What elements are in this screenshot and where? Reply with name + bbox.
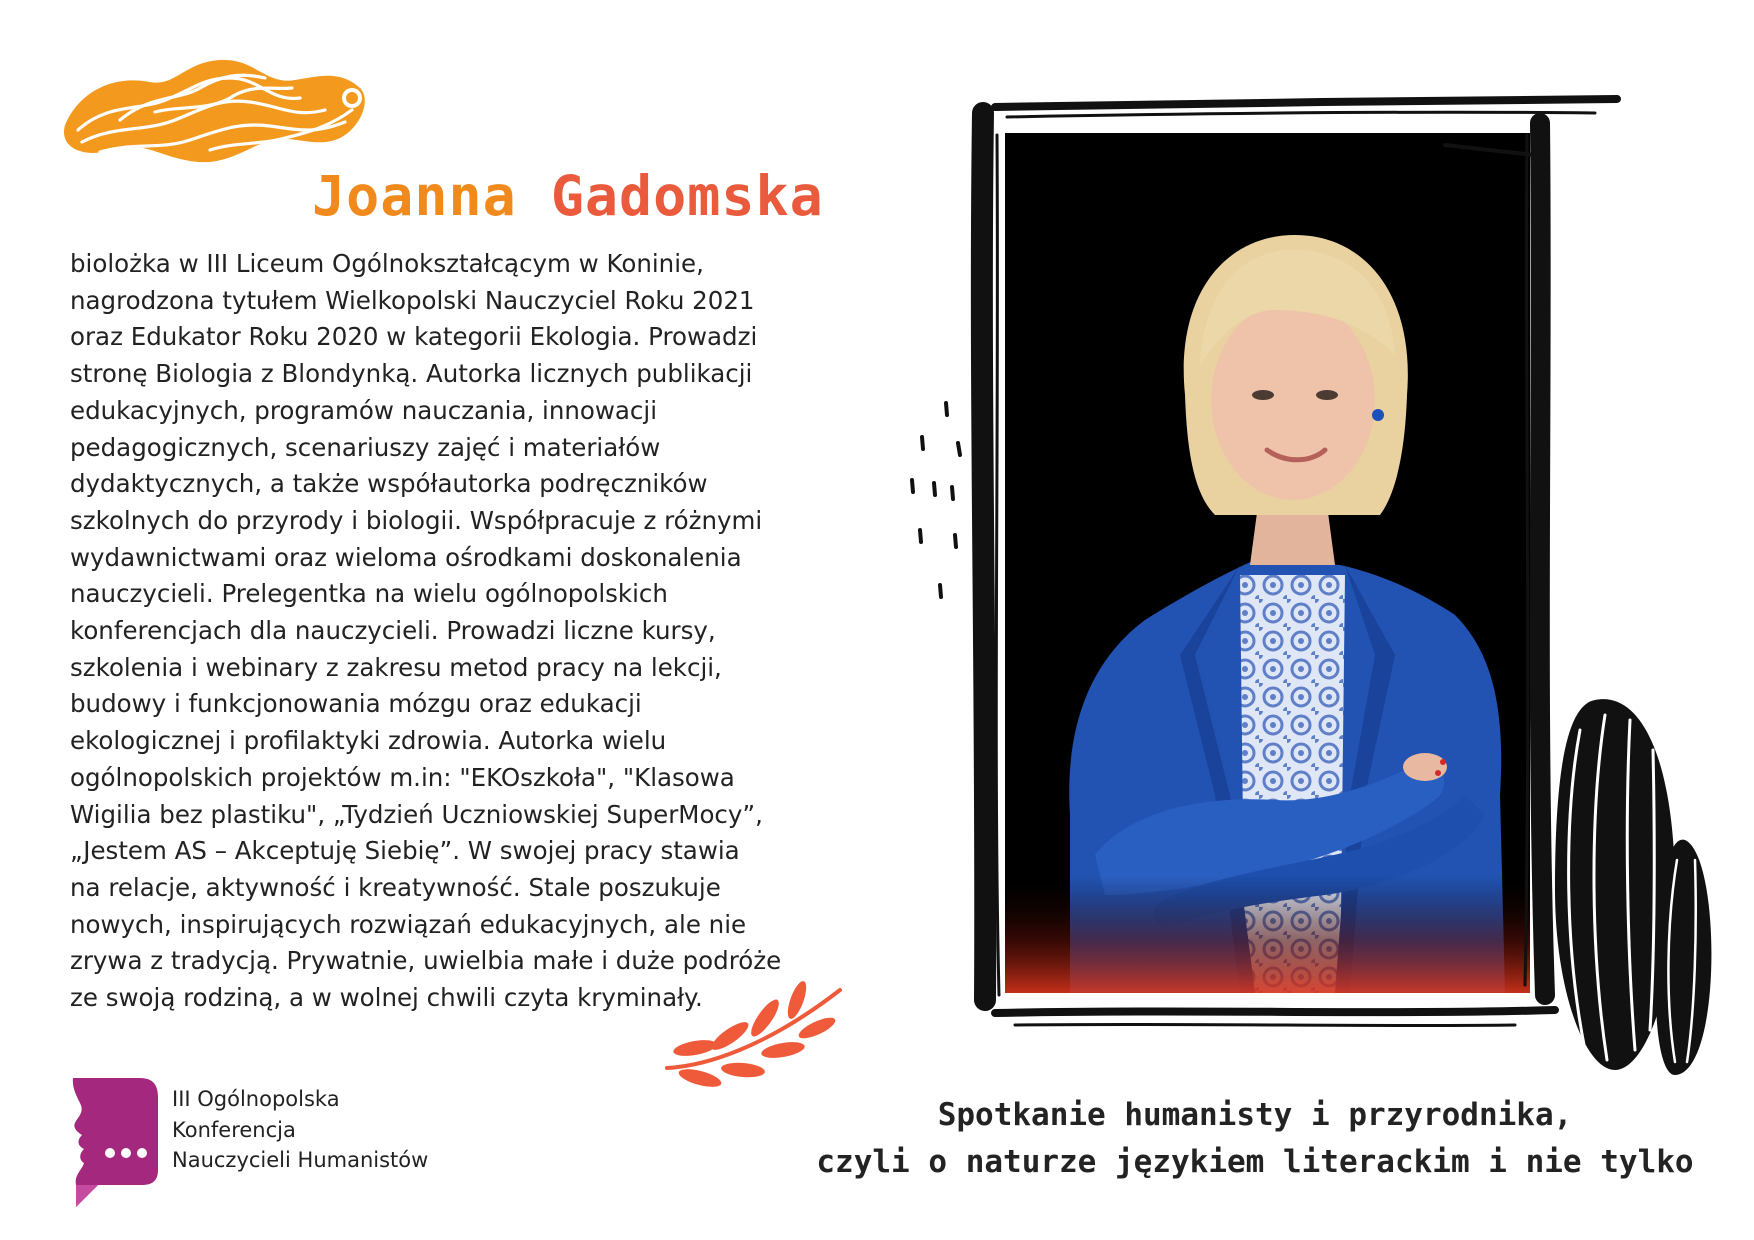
wave-logo-icon [60,50,370,170]
sunflower-seed-icon [1535,690,1715,1090]
talk-title-line-2: czyli o naturze językiem literackim i nie tylko [816,1144,1694,1180]
speaker-bio: biolożka w III Liceum Ogólnokształcącym w Koninie, nagrodzona tytułem Wielkopolski Nauczyciel Roku 2021 oraz Edukator Roku 2020 w kategorii Ekologia. Prowadzi stronę Biologia z Blondynką. Autorka licznych publikacji edukacyjnych, programów nauczania, innowacji pedagogicznych, scenariuszy zajęć i materiałów dydaktycznych, a także współautorka podręczników szkolnych do przyrody i biologii. Współpracuje z różnymi wydawnictwami oraz wieloma ośrodkami doskonalenia nauczycieli. Prelegentka na wielu ogólnopolskich konferencjach dla nauczycieli. Prowadzi liczne kursy, szkolenia i webinary z zakresu metod pracy na lekcji, budowy i funkcjonowania mózgu oraz edukacji ekologicznej i profilaktyki zdrowia. Autorka wielu ogólnopolskich projektów m.in: "EKOszkoła", "Klasowa Wigilia bez plastiku", „Tydzień Uczniowskiej SuperMocy”, „Jestem AS – Akceptuję Siebię”. W swojej pracy stawia na relacje, aktywność i kreatywność. Stale poszukuje nowych, inspirujących rozwiązań edukacyjnych, ale nie zrywa z tradycją. Prywatnie, uwielbia małe i duże podróże ze swoją rodziną, a w wolnej chwili czyta kryminały. [70,249,782,1013]
speaker-last-name: Gadomska [550,164,824,228]
leaf-sprig-icon [665,978,845,1093]
speaker-name [312,163,824,229]
talk-title-line-1: Spotkanie humanisty i przyrodnika, [937,1097,1573,1133]
speaker-first-name: Joanna [312,164,517,228]
conference-name: III Ogólnopolska Konferencja Nauczycieli Humanistów [172,1087,429,1172]
talk-title [800,1092,1710,1186]
speaking-head-icon [68,1075,163,1210]
